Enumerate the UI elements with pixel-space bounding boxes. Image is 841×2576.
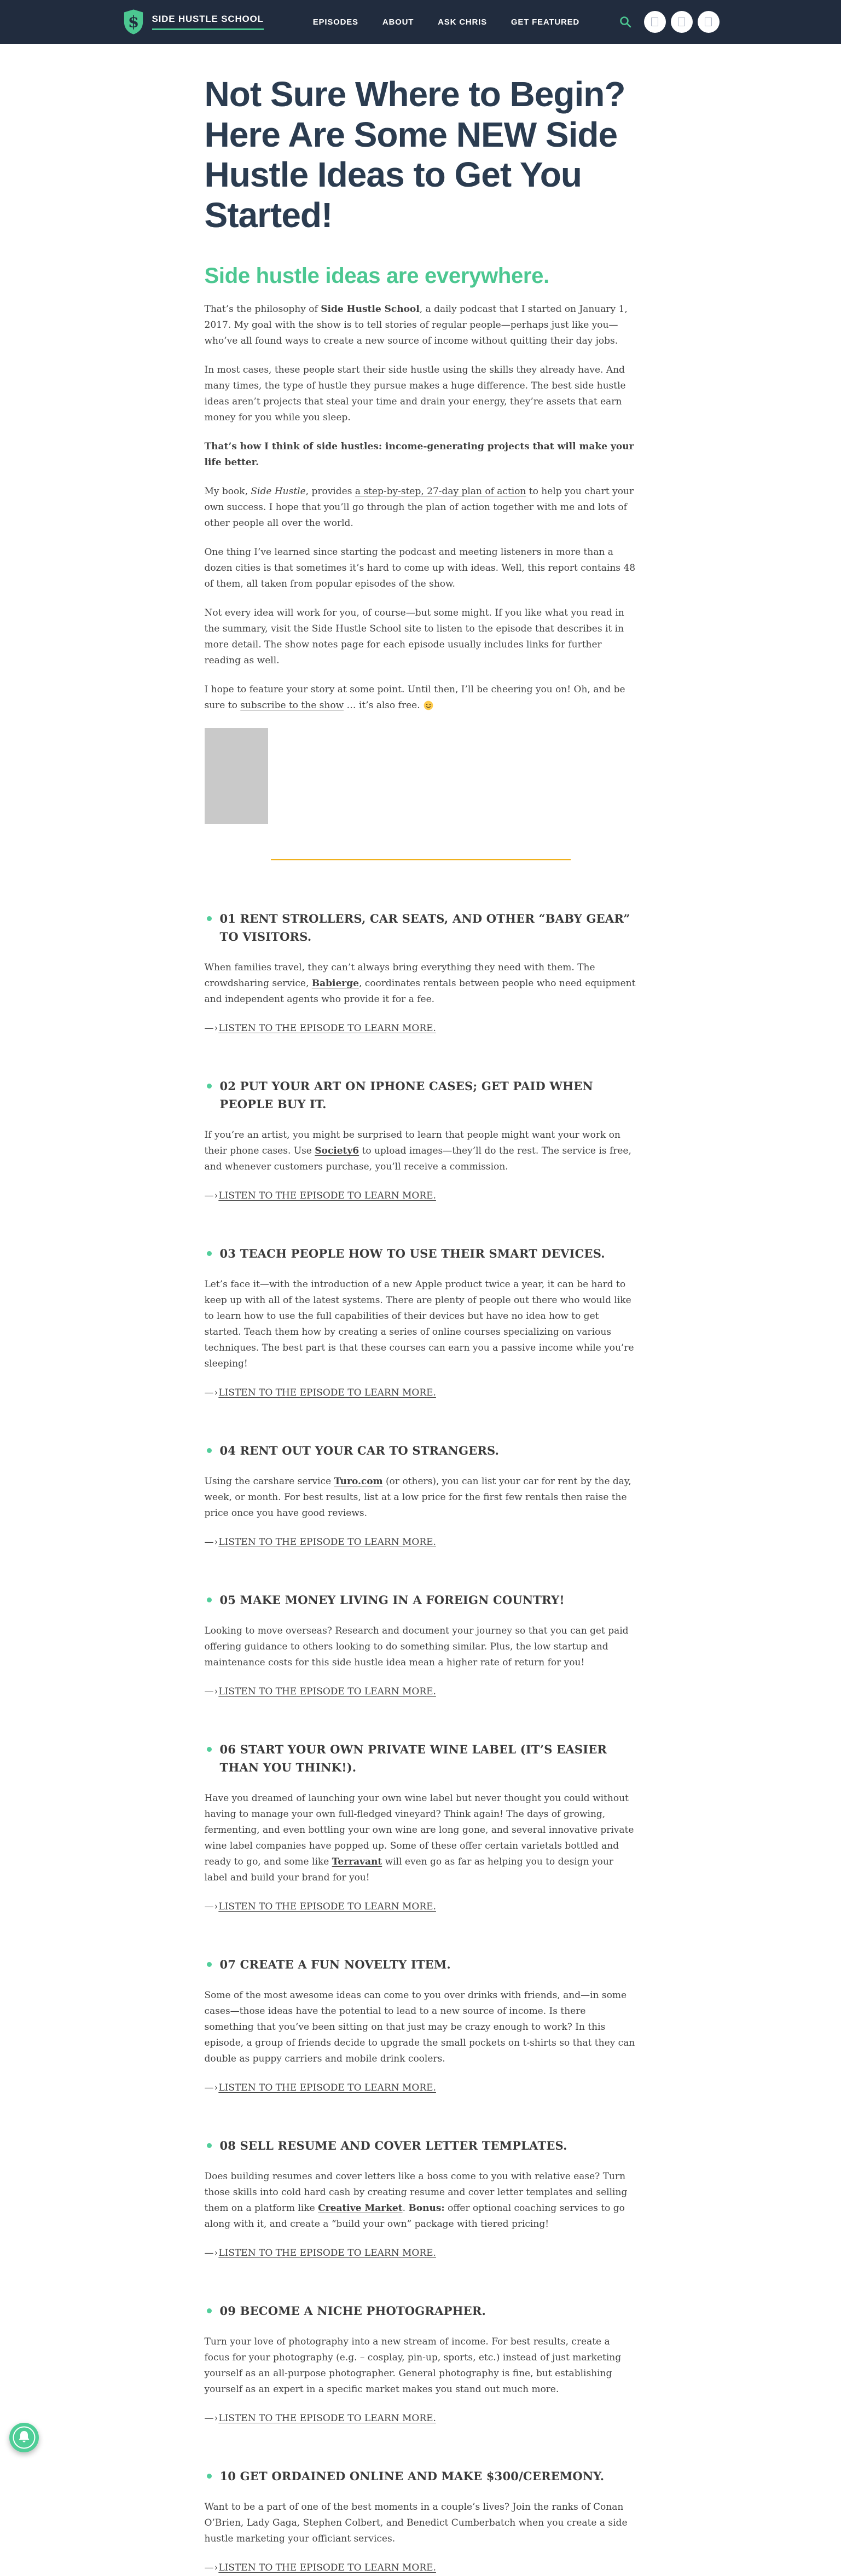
listen-episode-link[interactable]: LISTEN TO THE EPISODE TO LEARN MORE. [218, 1537, 436, 1548]
listen-line [205, 1188, 637, 1204]
text-run: , a daily podcast that I started on January 1, 2017. My goal with the show is to tell stories of regular people—perhaps just like you—who’ve all found ways to create a new source of income without quitting their day jobs. [204, 304, 628, 347]
green-bullet-icon [207, 2308, 212, 2313]
idea-item [205, 1740, 637, 1915]
text-run: Bonus: [408, 2203, 445, 2214]
idea-item [205, 910, 637, 1037]
paragraph [205, 362, 637, 426]
listen-episode-link[interactable]: LISTEN TO THE EPISODE TO LEARN MORE. [218, 2413, 436, 2424]
text-run: Looking to move overseas? Research and document your journey so that you can get paid offering guidance to others looking to do something similar. Plus, the low startup and maintenance costs for this side hustle idea mean a higher rate of return for you! [204, 1625, 629, 1669]
arrow-prefix: —› [204, 2082, 219, 2094]
social-glyph-placeholder [705, 18, 712, 26]
idea-list [205, 910, 637, 2576]
idea-item [205, 1077, 637, 1204]
text-run: That’s how I think of side hustles: income-generating projects that will make your life better. [204, 441, 634, 468]
listen-episode-link[interactable]: LISTEN TO THE EPISODE TO LEARN MORE. [218, 1387, 436, 1399]
text-run: That’s the philosophy of [204, 304, 321, 315]
page-title: Not Sure Where to Begin? Here Are Some NEW Side Hustle Ideas to Get You Started! [204, 74, 625, 235]
idea-heading [205, 2137, 637, 2155]
listen-line [205, 2411, 637, 2427]
listen-line [205, 1021, 637, 1037]
nav-item-get-featured[interactable]: GET FEATURED [511, 17, 580, 27]
arrow-prefix: —› [204, 1190, 219, 1202]
inline-link[interactable]: subscribe to the show [240, 700, 344, 711]
idea-body [205, 1474, 637, 1521]
text-run: My book, [204, 486, 251, 497]
idea-heading [205, 1077, 637, 1113]
nav-item-ask-chris[interactable]: ASK CHRIS [438, 17, 487, 27]
green-bullet-icon [207, 1251, 212, 1256]
text-run: Let’s face it—with the introduction of a new Apple product twice a year, it can be hard to keep up with all of the latest systems. There are plenty of people out there who would like to learn how to use the full capabilities of their devices but have no idea how to get started. Teach them how by creating a series of online courses specializing on various techniques. The best part is that these courses can earn you a passive income while you’re sleeping! [204, 1279, 634, 1370]
shield-dollar-logo-icon [122, 9, 145, 35]
intro-paragraphs [205, 302, 637, 714]
text-run: , coordinates rentals between people who need equipment and independent agents who provide it for a fee. [204, 978, 636, 1005]
listen-line [205, 2245, 637, 2261]
text-run: … it’s also free. [344, 700, 424, 711]
idea-heading [205, 1740, 637, 1776]
text-run: In most cases, these people start their side hustle using the skills they already have. And many times, the type of hustle they pursue makes a huge difference. The best side hustle ideas aren’t projects that steal your time and drain your energy, they’re assets that earn money for you while you sleep. [204, 364, 626, 424]
social-glyph-placeholder [651, 18, 658, 26]
arrow-prefix: —› [204, 1023, 219, 1034]
listen-episode-link[interactable]: LISTEN TO THE EPISODE TO LEARN MORE. [218, 2248, 436, 2259]
listen-line [205, 1385, 637, 1401]
idea-heading-text: 03 TEACH PEOPLE HOW TO USE THEIR SMART DEVICES. [219, 1247, 605, 1261]
article [205, 74, 637, 2576]
text-run: Using the carshare service [204, 1476, 334, 1487]
green-bullet-icon [207, 2143, 212, 2148]
idea-item [205, 1244, 637, 1401]
idea-body [205, 1988, 637, 2067]
social-icon-3[interactable] [698, 11, 720, 33]
text-run: When families travel, they can’t always bring everything they need with them. The crowdsharing service, [204, 962, 595, 989]
text-run: offer optional coaching services to go along with it, and create a “build your own” package with tiered pricing! [204, 2203, 625, 2230]
text-run: (or others), you can list your car for rent by the day, week, or month. For best results, list at a low price for the first few rentals then raise the price once you have good reviews. [204, 1476, 631, 1519]
social-icons-row [644, 11, 720, 33]
green-bullet-icon [207, 1597, 212, 1602]
inline-image-placeholder [205, 728, 268, 824]
idea-heading-text: 06 START YOUR OWN PRIVATE WINE LABEL (IT’S EASIER THAN YOU THINK!). [219, 1743, 607, 1775]
idea-body [205, 1791, 637, 1886]
svg-text:$: $ [127, 12, 139, 31]
search-icon[interactable] [619, 15, 632, 28]
text-run: Does building resumes and cover letters like a boss come to you with relative ease? Turn those skills into cold hard cash by creating resume and cover letter templates and selling them on a platform like [204, 2171, 628, 2214]
listen-line [205, 1899, 637, 1915]
listen-episode-link[interactable]: LISTEN TO THE EPISODE TO LEARN MORE. [218, 1901, 436, 1913]
idea-body [205, 2499, 637, 2547]
intro-heading: Side hustle ideas are everywhere. [204, 264, 549, 288]
idea-item [205, 2467, 637, 2576]
idea-item [205, 1442, 637, 1550]
arrow-prefix: —› [204, 1387, 219, 1399]
listen-episode-link[interactable]: LISTEN TO THE EPISODE TO LEARN MORE. [218, 1023, 436, 1034]
idea-heading [205, 1244, 637, 1263]
idea-heading [205, 2467, 637, 2485]
idea-heading-text: 10 GET ORDAINED ONLINE AND MAKE $300/CEREMONY. [219, 2469, 605, 2484]
paragraph [205, 302, 637, 349]
idea-heading [205, 2302, 637, 2320]
text-run: to help you chart your own success. I hope that you’ll go through the plan of action together with me and lots of other people all over the world. [204, 486, 634, 529]
idea-heading-text: 08 SELL RESUME AND COVER LETTER TEMPLATES. [219, 2139, 567, 2153]
inline-link[interactable]: Babierge [311, 978, 359, 989]
idea-body [205, 1127, 637, 1175]
paragraph [205, 545, 637, 592]
listen-line [205, 1535, 637, 1550]
idea-body [205, 2169, 637, 2232]
text-run: If you’re an artist, you might be surprised to learn that people might want your work on their phone cases. Use [204, 1130, 620, 1157]
text-run: One thing I’ve learned since starting the podcast and meeting listeners in more than a dozen cities is that sometimes it’s hard to come up with ideas. Well, this report contains 48 of them, all taken from popular episodes of the show. [204, 547, 636, 590]
main-nav [313, 18, 579, 27]
arrow-prefix: —› [204, 2248, 219, 2259]
social-glyph-placeholder [678, 18, 685, 26]
brand-name: SIDE HUSTLE SCHOOL [152, 14, 264, 30]
green-bullet-icon [207, 1448, 212, 1453]
text-run: , provides [305, 486, 355, 497]
arrow-prefix: —› [204, 1537, 219, 1548]
listen-line [205, 2080, 637, 2096]
social-icon-2[interactable] [671, 11, 693, 33]
social-icon-1[interactable] [644, 11, 666, 33]
text-run: Side Hustle School [321, 304, 420, 315]
notification-bell-button[interactable] [9, 2423, 39, 2452]
idea-heading [205, 910, 637, 946]
listen-line [205, 1684, 637, 1700]
green-bullet-icon [207, 916, 212, 921]
idea-heading-text: 07 CREATE A FUN NOVELTY ITEM. [219, 1958, 451, 1972]
green-bullet-icon [207, 1962, 212, 1967]
idea-heading [205, 1955, 637, 1973]
bell-icon [11, 2425, 37, 2450]
header-inner [122, 0, 720, 44]
text-run: will even go as far as helping you to design your label and build your brand for you! [204, 1856, 613, 1884]
idea-heading-text: 09 BECOME A NICHE PHOTOGRAPHER. [219, 2304, 486, 2318]
paragraph [205, 605, 637, 669]
section-divider [271, 859, 571, 860]
paragraph [205, 484, 637, 531]
arrow-prefix: —› [204, 1686, 219, 1698]
nav-item-episodes[interactable]: EPISODES [312, 17, 358, 27]
idea-item [205, 1591, 637, 1700]
inline-link[interactable]: a step-by-step, 27-day plan of action [355, 486, 526, 497]
inline-link[interactable]: Society6 [315, 1145, 359, 1157]
idea-item [205, 1955, 637, 2096]
arrow-prefix: —› [204, 1901, 219, 1913]
idea-heading-text: 02 PUT YOUR ART ON IPHONE CASES; GET PAID WHEN PEOPLE BUY IT. [219, 1079, 593, 1112]
paragraph [205, 439, 637, 471]
smiley-emoji [423, 700, 433, 711]
brand-logo[interactable] [122, 9, 264, 35]
idea-heading-text: 05 MAKE MONEY LIVING IN A FOREIGN COUNTRY! [219, 1593, 565, 1607]
idea-item [205, 2302, 637, 2427]
idea-heading-text: 04 RENT OUT YOUR CAR TO STRANGERS. [219, 1444, 500, 1458]
listen-episode-link[interactable]: LISTEN TO THE EPISODE TO LEARN MORE. [218, 1686, 436, 1698]
text-run: I hope to feature your story at some point. Until then, I’ll be cheering you on! Oh, and be sure to [204, 684, 625, 711]
arrow-prefix: —› [204, 2413, 219, 2424]
inline-link[interactable]: Creative Market [318, 2203, 403, 2214]
nav-item-about[interactable]: ABOUT [382, 17, 414, 27]
listen-episode-link[interactable]: LISTEN TO THE EPISODE TO LEARN MORE. [218, 2082, 436, 2094]
inline-link[interactable]: Turo.com [334, 1476, 383, 1487]
listen-episode-link[interactable]: LISTEN TO THE EPISODE TO LEARN MORE. [218, 2562, 436, 2574]
paragraph [205, 682, 637, 714]
text-run: Want to be a part of one of the best moments in a couple’s lives? Join the ranks of Conan O’Brien, Lady Gaga, Stephen Colbert, and Benedict Cumberbatch when you create a side hustle marketing your officiant services. [204, 2502, 628, 2545]
listen-line [205, 2560, 637, 2576]
text-run: Some of the most awesome ideas can come to you over drinks with friends, and—in some cases—those ideas have the potential to lead to a new source of income. Is there something that you’ve been sitting on that just may be crazy enough to work? In this episode, a group of friends decide to upgrade the small pockets on t-shirts so that they can double as puppy carriers and mobile drink coolers. [204, 1990, 635, 2065]
idea-heading [205, 1591, 637, 1609]
text-run: Turn your love of photography into a new stream of income. For best results, create a focus for your photography (e.g. – cosplay, pin-up, sports, etc.) instead of just marketing yourself as an all-purpose photographer. General photography is fine, but establishing yourself as an expert in a specific market makes you stand out much more. [204, 2336, 622, 2395]
idea-body [205, 960, 637, 1008]
text-run: to upload images—they’ll do the rest. The service is free, and whenever customers purchase, you’ll receive a commission. [204, 1145, 631, 1173]
green-bullet-icon [207, 2474, 212, 2479]
green-bullet-icon [207, 1747, 212, 1752]
idea-body [205, 1277, 637, 1372]
text-run: Side Hustle [251, 486, 306, 497]
header-right [619, 11, 720, 33]
idea-heading-text: 01 RENT STROLLERS, CAR SEATS, AND OTHER “BABY GEAR” TO VISITORS. [219, 912, 630, 944]
idea-item [205, 2137, 637, 2261]
site-header [0, 0, 841, 44]
text-run: Have you dreamed of launching your own wine label but never thought you could without having to manage your own full-fledged vineyard? Think again! The days of growing, fermenting, and even bottling your own wine are long gone, and several innovative private wine label companies have popped up. Some of these offer certain varietals bottled and ready to go, and some like [204, 1793, 634, 1868]
idea-body [205, 1623, 637, 1671]
text-run: . [402, 2203, 409, 2214]
green-bullet-icon [207, 1084, 212, 1089]
idea-body [205, 2334, 637, 2398]
text-run: Not every idea will work for you, of course—but some might. If you like what you read in the summary, visit the Side Hustle School site to listen to the episode that describes it in more detail. The show notes page for each episode usually includes links for further reading as well. [204, 607, 624, 667]
listen-episode-link[interactable]: LISTEN TO THE EPISODE TO LEARN MORE. [218, 1190, 436, 1202]
inline-link[interactable]: Terravant [332, 1856, 382, 1868]
idea-heading [205, 1442, 637, 1460]
arrow-prefix: —› [204, 2562, 219, 2574]
